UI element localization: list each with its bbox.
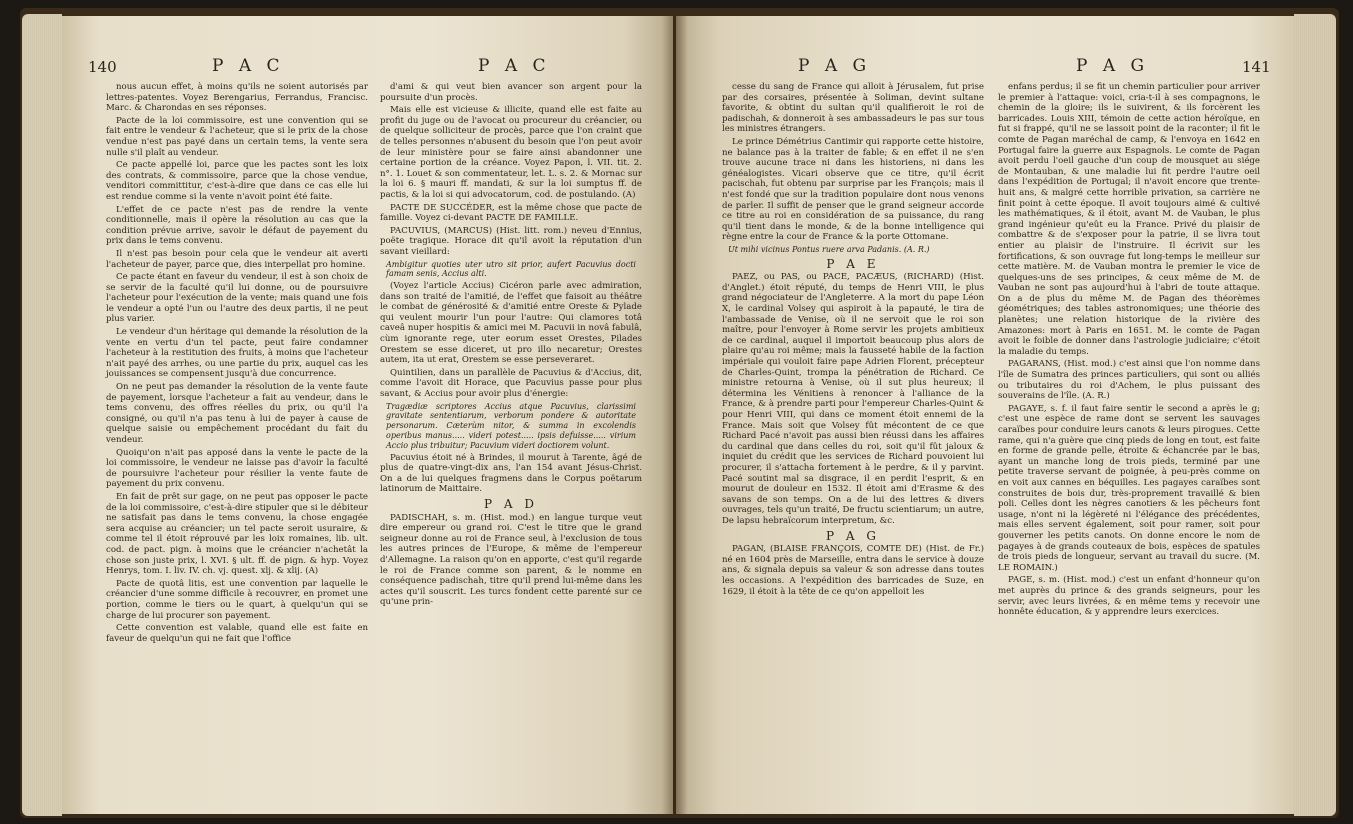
text-column-left [106, 82, 368, 646]
quotation: Ut mihi vicinus Pontus ruere arva Padanis. (A. R.) [728, 244, 930, 254]
text-column-right [998, 82, 1260, 620]
paragraph: PAEZ, ou PAS, ou PACE, PACÆUS, (RICHARD) (Hist. d'Anglet.) étoit réputé, du temps de Henri VIII, le plus grand négociateur de l'Angleterre. A la mort du pape Léon X, le cardinal Volsey qui aspiroit à la papauté, le tira de l'ambassade de Venise, où il ne servoit que le roi son maître, pour l'envoyer à Rome servir les projets ambitieux de ce cardinal, auquel il importoit beaucoup plus alors de plaire qu'au roi même; mais la fausseté habile de la faction impériale qui vouloit faire pape Adrien Florent, précepteur de Charles-Quint, trompa la pénétration de Richard. Ce ministre retourna à Venise, où il sut plus heureux; il détermina les Vénitiens à renoncer à l'alliance de la France, & à prendre parti pour l'empereur Charles-Quint & pour Henri VIII, qui dans ce moment étoit ennemi de la France. Mais soit que Volsey fût mécontent de ce que Richard Pacé n'avoit pas aussi bien réussi dans les affaires du cardinal que dans celles du roi, soit qu'il fût jaloux & inquiet du crédit que les services de Richard pouvoient lui procurer, il s'attacha fortement à le perdre, & il y parvint. Pacé soutint mal sa disgrace, il en perdit l'esprit, & en mourut de douleur en 1532. Il étoit ami d'Erasme & des savans de son temps. On a de lui des lettres & divers ouvrages, tels qu'un traité, De fructu scientiarum; un autre, De lapsu hebraïcorum interpretum, &c. [722, 272, 984, 526]
paragraph: PACUVIUS, (MARCUS) (Hist. litt. rom.) neveu d'Ennius, poëte tragique. Horace dit qu'il avoit la réputation d'un savant vieillard: [380, 225, 642, 257]
paragraph: nous aucun effet, à moins qu'ils ne soient autorisés par lettres-patentes. Voyez Berengarius, Ferrandus, Francisc. Marc. & Charondas en ses réponses. [106, 82, 368, 114]
paragraph: cesse du sang de France qui alloit à Jérusalem, fut prise par des corsaires, présentée à Soliman, devint sultane favorite, & obtint du sultan qu'il qualifieroit le roi de padischah, & donneroit à ses ambassadeurs le pas sur tous les ministres étrangers. [722, 82, 984, 135]
right-page-edges [1294, 14, 1336, 816]
paragraph: Le vendeur d'un héritage qui demande la résolution de la vente en vertu d'un tel pacte, peut faire condamner l'acheteur à la restitution des fruits, à moins que l'acheteur n'ait payé des arrhes, ou une partie du prix, auquel cas les jouissances se compensent jusqu'à due concurrence. [106, 327, 368, 380]
paragraph: Le prince Démétrius Cantimir qui rapporte cette histoire, ne balance pas à la traiter de fable; & en effet il ne s'en trouve aucune trace ni dans les historiens, ni dans les généalogistes. Vicari observe que ce titre, qu'il écrit pacischah, fut obtenu par surprise par les François; mais il n'est fondé que sur la tradition populaire dont nous venons de parler. Il suffit de penser que le grand seigneur accorde ce titre au roi en considération de sa puissance, du rang qu'il tient dans le monde, & de la bonne intelligence qui règne entre la cour de France & la porte Ottomane. [722, 136, 984, 243]
running-head: P A G [798, 56, 872, 76]
paragraph: enfans perdus; il se fit un chemin particulier pour arriver le premier à l'attaque: voici, cria-t-il à ses compagnons, le chemin de la gloire; ils le suivirent, & ils forcèrent les barricades. Louis XIII, témoin de cette action héroïque, en fut si frappé, qu'il ne se lassoit point de la raconter; il fit le comte de Pagan maréchal de camp, & l'envoya en 1642 en Portugal faire la guerre aux Espagnols. Le comte de Pagan avoit perdu l'oeil gauche d'un coup de mousquet au siége de Montauban, & une maladie lui fit perdre l'autre oeil dans l'expédition de Portugal; il n'avoit encore que trente-huit ans, & malgré cette horrible privation, sa carrière ne finit point à cette époque. Il avoit toujours aimé & cultivé les mathématiques, & il étoit, avant M. de Vauban, le plus grand ingénieur qu'eût eu la France. Privé du plaisir de combattre & de s'exposer pour la patrie, il se livra tout entier au plaisir de l'instruire. Il écrivit sur les fortifications, & son ouvrage fut long-temps le meilleur sur cette matière. M. de Vauban montra le premier le vice de quelques-uns de ses principes, & ceux même de M. de Vauban ne sont pas aujourd'hui à l'abri de toute attaque. On a de plus du même M. de Pagan des théorèmes géométriques; des tables astronomiques; une théorie des planètes; une relation historique de la rivière des Amazones: mort à Paris en 1651. M. le comte de Pagan avoit le foible de donner dans l'astrologie judiciaire; c'étoit la maladie du temps. [998, 82, 1260, 357]
paragraph: En fait de prêt sur gage, on ne peut pas opposer le pacte de la loi commissoire, c'est-à-dire stipuler que si le débiteur ne satisfait pas dans le tems convenu, la chose engagée sera acquise au créancier; un tel pacte seroit usuraire, & comme tel il étoit réprouvé par les loix romaines, lib. ult. cod. de pact. pign. à moins que le créancier n'achetât la chose son juste prix, l. XVI. § ult. ff. de pign. & hyp. Voyez Henrys, tom. I. liv. IV. ch. vj. quest. xlj. & xlij. (A) [106, 491, 368, 577]
paragraph: Ce pacte appellé loi, parce que les pactes sont les loix des contrats, & commissoire, parce que la chose vendue, venditori committitur, c'est-à-dire que dans ce cas elle lui est rendue comme si la vente n'avoit point été faite. [106, 160, 368, 202]
left-page [62, 16, 673, 814]
paragraph: PAGE, s. m. (Hist. mod.) c'est un enfant d'honneur qu'on met auprès du prince & des grands seigneurs, pour les servir, avec leurs livrées, & en même tems y recevoir une honnête éducation, & y apprendre leurs exercices. [998, 575, 1260, 618]
page-number: 140 [88, 58, 117, 76]
paragraph: Ce pacte étant en faveur du vendeur, il est à son choix de se servir de la faculté qu'il lui donne, ou de poursuivre l'acheteur pour l'exécution de la vente; mais quand une fois le vendeur a opté l'un ou l'autre des deux partis, il ne peut plus varier. [106, 272, 368, 325]
paragraph: Pacte de quotâ litis, est une convention par laquelle le créancier d'une somme difficile à recouvrer, en promet une portion, comme le tiers ou le quart, à quelqu'un qui se charge de lui procurer son payement. [106, 578, 368, 621]
paragraph: Pacuvius étoit né à Brindes, il mourut à Tarente, âgé de plus de quatre-vingt-dix ans, l'an 154 avant Jésus-Christ. On a de lui quelques fragmens dans le Corpus poëtarum latinorum de Maittaire. [380, 452, 642, 495]
section-heading: P A E [826, 256, 880, 271]
quotation: Tragædiæ scriptores Accius atque Pacuvius, clarissimi gravitate sententiarum, verborum pondere & autoritate personarum. Cæterùm nitor, & summa in excolendis operibus manus..... videri potest..... ipsis defuisse..... virium Accio plus tribuitur; Pacuvium videri doctiorem volunt. [386, 401, 636, 450]
paragraph: PAGAYE, s. f. il faut faire sentir le second a après le g; c'est une espèce de rame dont se servent les sauvages caraïbes pour conduire leurs canots & leurs pirogues. Cette rame, qui n'a guère que cinq pieds de long en tout, est faite en forme de grande pelle, étroite & échancrée par le bas, ayant un manche long de trois pieds, terminé par une petite traverse servant de poignée, à peu-près comme on en voit aux cannes en béquilles. Les pagayes caraïbes sont construites de bois dur, très-proprement travaillé & bien poli. Celles dont les nègres canotiers & les pêcheurs font usage, n'ont ni la légèreté ni l'élégance des précédentes, mais elles servent également, soit pour ramer, soit pour gouverner les petits canots. On donne encore le nom de pagayes à de grands couteaux de bois, espèces de spatules de trois pieds de longueur, servant au travail du sucre. (M. LE ROMAIN.) [998, 403, 1260, 573]
right-page [676, 16, 1294, 814]
text-column-right [380, 82, 642, 610]
paragraph: Quintilien, dans un parallèle de Pacuvius & d'Accius, dit, comme l'avoit dit Horace, que Pacuvius passe pour plus savant, & Accius pour avoir plus d'énergie: [380, 367, 642, 400]
paragraph: d'ami & qui veut bien avancer son argent pour la poursuite d'un procès. [380, 82, 642, 103]
section-heading: P A G [826, 528, 880, 543]
left-page-edges [22, 14, 62, 816]
paragraph: (Voyez l'article Accius) Cicéron parle avec admiration, dans son traité de l'amitié, de l'effet que faisoit au théâtre le combat de générosité & d'amitié entre Oreste & Pylade qui veulent mourir l'un pour l'autre: Qui clamores totâ caveâ nuper hospitis & amici mei M. Pacuvii in novâ fabulâ, cùm ignorante rege, uter eorum esset Orestes, Pilades Orestem se esse diceret, ut pro illo necaretur; Orestes autem, ita ut erat, Orestem se esse perseveraret. [380, 281, 642, 366]
paragraph: PAGARANS, (Hist. mod.) c'est ainsi que l'on nomme dans l'île de Sumatra des princes particuliers, qui sont ou alliés ou tributaires du roi d'Achem, le plus puissant des souverains de l'île. (A. R.) [998, 359, 1260, 402]
running-head-right: P A C [478, 56, 551, 76]
running-head-right: P A G [1076, 56, 1150, 76]
section-heading: P A D [484, 496, 538, 511]
paragraph: Il n'est pas besoin pour cela que le vendeur ait averti l'acheteur de payer, parce que, dies interpellat pro homine. [106, 248, 368, 270]
paragraph: PAGAN, (BLAISE FRANÇOIS, COMTE DE) (Hist. de Fr.) né en 1604 près de Marseille, entra dans le service à douze ans, & signala depuis sa valeur & son adresse dans toutes les occasions. A l'expédition des barricades de Suze, en 1629, il étoit à la tête de ce qu'on appelloit les [722, 544, 984, 597]
paragraph: Pacte de la loi commissoire, est une convention qui se fait entre le vendeur & l'acheteur, que si le prix de la chose vendue n'est pas payé dans un certain tems, la vente sera nulle s'il plaît au vendeur. [106, 115, 368, 158]
page-number: 141 [1242, 58, 1271, 76]
paragraph: Cette convention est valable, quand elle est faite en faveur de quelqu'un qui ne fait que l'office [106, 623, 368, 644]
paragraph: Quoiqu'on n'ait pas apposé dans la vente le pacte de la loi commissoire, le vendeur ne laisse pas d'avoir la faculté de poursuivre l'acheteur pour résilier la vente faute de payement du prix convenu. [106, 447, 368, 490]
quotation: Ambigitur quoties uter utro sit prior, aufert Pacuvius docti famam senis, Accius alti. [386, 259, 636, 279]
paragraph: On ne peut pas demander la résolution de la vente faute de payement, lorsque l'acheteur a fait au vendeur, dans le tems convenu, des offres réelles du prix, ou qu'il l'a consigné, ou qu'il n'a pas tenu à lui de payer à cause de quelque saisie ou empêchement procédant du fait du vendeur. [106, 382, 368, 445]
paragraph: Mais elle est vicieuse & illicite, quand elle est faite au profit du juge ou de l'avocat ou procureur du créancier, ou de quelque solliciteur de procès, parce que l'on craint que de telles personnes n'abusent du besoin que l'on peut avoir de leur ministère pour se faire ainsi abandonner une certaine portion de la créance. Voyez Papon, l. VII. tit. 2. n°. 1. Louet & son commentateur, let. L. s. 2. & Mornac sur la loi 6. § mauri ff. mandati, & sur la loi sumptus ff. de pactis, & la loi si qui advocatorum, cod. de postulando. (A) [380, 105, 642, 200]
paragraph: PACTE DE SUCCÉDER, est la même chose que pacte de famille. Voyez ci-devant PACTE DE FAMILLE. [380, 202, 642, 224]
paragraph: L'effet de ce pacte n'est pas de rendre la vente conditionnelle, mais il opère la résolution au cas que la condition prévue arrive, savoir le défaut de payement du prix dans le tems convenu. [106, 204, 368, 247]
text-column-left [722, 82, 984, 599]
paragraph: PADISCHAH, s. m. (Hist. mod.) en langue turque veut dire empereur ou grand roi. C'est le titre que le grand seigneur donne au roi de France seul, à l'exclusion de tous les autres princes de l'Europe, & même de l'empereur d'Allemagne. La raison qu'on en apporte, c'est qu'il regarde le roi de France comme son parent, & le nomme en conséquence padischah, titre qu'il prend lui-même dans les actes qu'il souscrit. Les turcs fondent cette parenté sur ce qu'une prin- [380, 512, 642, 608]
running-head: P A C [212, 56, 285, 76]
